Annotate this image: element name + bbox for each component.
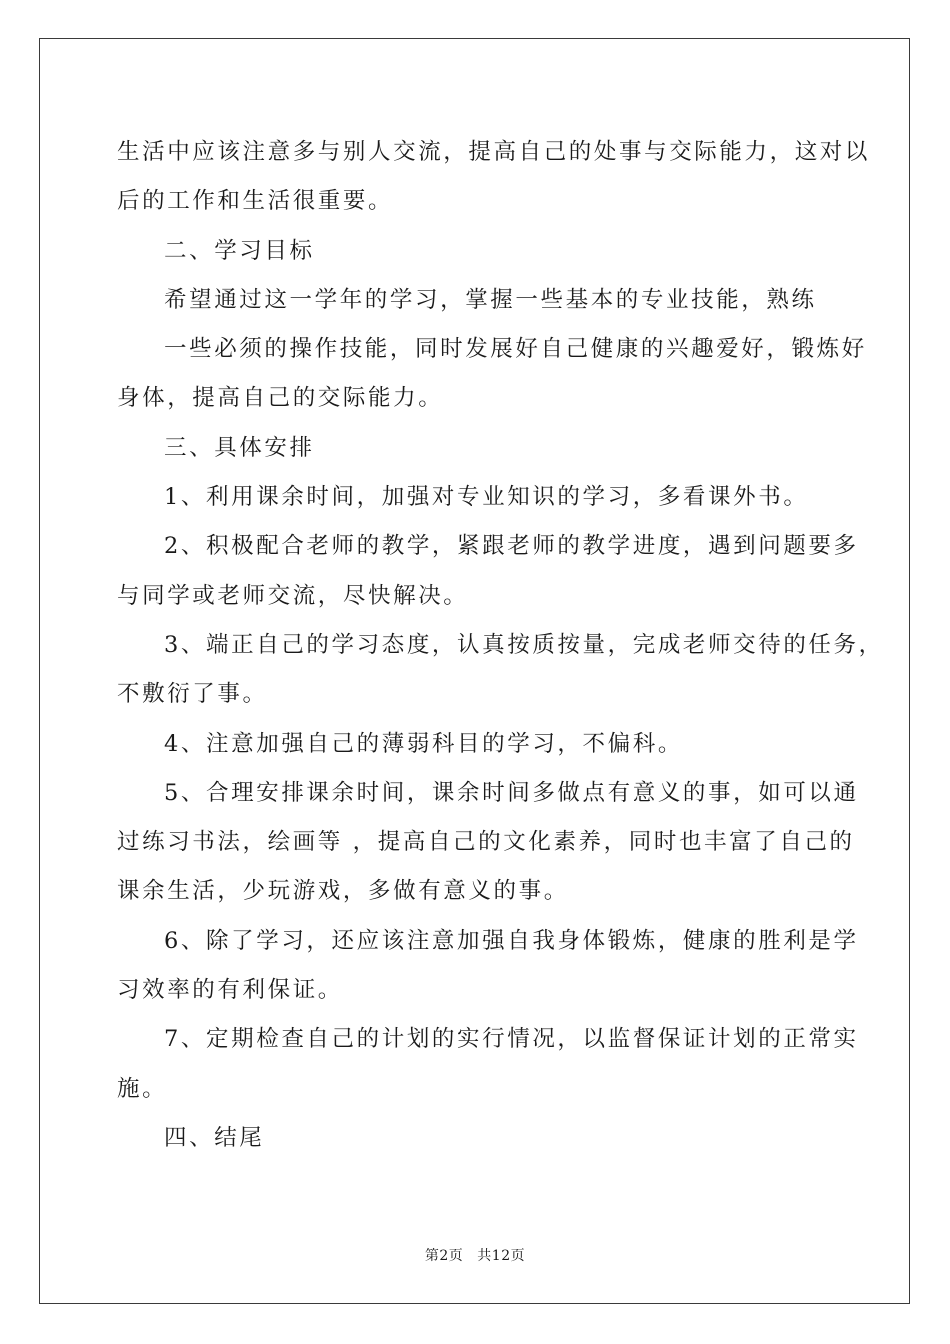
section-heading: 二、学习目标	[164, 237, 315, 264]
list-item: 1、利用课余时间，加强对专业知识的学习，多看课外书。	[164, 484, 809, 511]
text-line: 习效率的有利保证。	[117, 977, 343, 1004]
text-line: 施。	[117, 1075, 168, 1102]
section-heading: 三、具体安排	[164, 434, 315, 461]
text-line: 一些必须的操作技能，同时发展好自己健康的兴趣爱好，锻炼好	[164, 336, 867, 363]
text-line: 后的工作和生活很重要。	[117, 188, 394, 215]
text-line: 不敷衍了事。	[117, 681, 268, 708]
list-item: 7、定期检查自己的计划的实行情况，以监督保证计划的正常实	[164, 1026, 859, 1053]
list-item: 3、端正自己的学习态度，认真按质按量，完成老师交待的任务，	[164, 631, 884, 658]
list-item: 5、合理安排课余时间，课余时间多做点有意义的事，如可以通	[164, 779, 859, 806]
list-item: 6、除了学习，还应该注意加强自我身体锻炼，健康的胜利是学	[164, 927, 859, 954]
text-line: 与同学或老师交流，尽快解决。	[117, 582, 469, 609]
text-line: 希望通过这一学年的学习，掌握一些基本的专业技能，熟练	[164, 286, 817, 313]
text-line: 身体，提高自己的交际能力。	[117, 385, 444, 412]
document-body	[117, 128, 884, 1163]
page-total: 共12页	[477, 1248, 526, 1264]
text-line: 生活中应该注意多与别人交流，提高自己的处事与交际能力，这对以	[117, 139, 871, 165]
page-footer	[0, 1245, 950, 1265]
text-line: 课余生活，少玩游戏，多做有意义的事。	[117, 878, 569, 905]
page-number: 第2页	[424, 1248, 464, 1264]
text-line: 过练习书法，绘画等 ，提高自己的文化素养，同时也丰富了自己的	[117, 829, 855, 856]
list-item: 4、注意加强自己的薄弱科目的学习，不偏科。	[164, 730, 683, 757]
list-item: 2、积极配合老师的教学，紧跟老师的教学进度，遇到问题要多	[164, 533, 859, 560]
section-heading: 四、结尾	[164, 1124, 265, 1151]
